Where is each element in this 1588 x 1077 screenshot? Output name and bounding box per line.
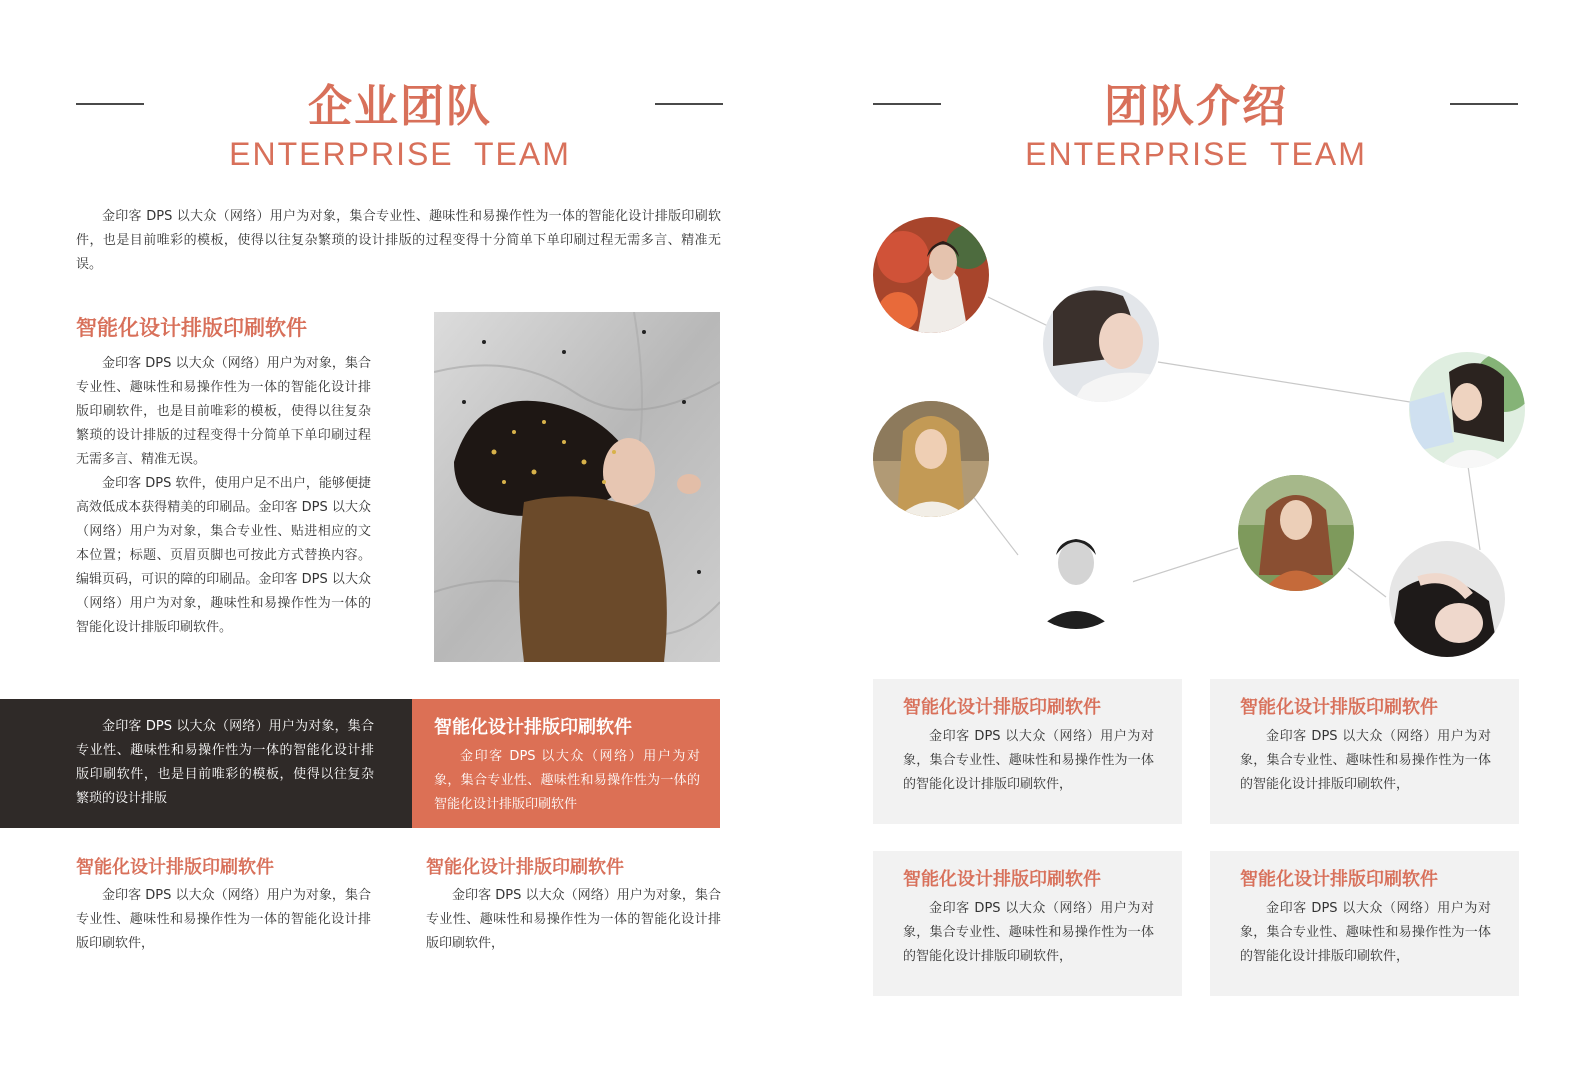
left-bottom-item-title: 智能化设计排版印刷软件 <box>426 857 624 878</box>
right-page-subtitle: ENTERPRISE TEAM <box>1025 136 1367 172</box>
left-bottom-item-text: 金印客 DPS 以大众（网络）用户为对象，集合专业性、趣味性和易操作性为一体的智能化设计排版印刷软件， <box>76 888 371 951</box>
team-card-text: 金印客 DPS 以大众（网络）用户为对象，集合专业性、趣味性和易操作性为一体的智能化设计排版印刷软件， <box>1240 729 1491 792</box>
orange-box-text: 金印客 DPS 以大众（网络）用户为对象，集合专业性、趣味性和易操作性为一体的智能化设计排版印刷软件 <box>434 749 700 812</box>
team-card-text: 金印客 DPS 以大众（网络）用户为对象，集合专业性、趣味性和易操作性为一体的智能化设计排版印刷软件， <box>903 901 1154 964</box>
team-card-1 <box>873 679 1182 824</box>
team-card-title: 智能化设计排版印刷软件 <box>903 869 1101 890</box>
team-avatar-6 <box>1238 475 1354 591</box>
left-section-paragraph-1: 金印客 DPS 以大众（网络）用户为对象，集合专业性、趣味性和易操作性为一体的智能化设计排版印刷软件，也是目前唯彩的模板，使得以往复杂繁琐的设计排版的过程变得十分简单下单印刷过程无需多言、精准无误。 <box>76 356 371 467</box>
team-avatar-5 <box>1018 513 1134 629</box>
orange-box-title: 智能化设计排版印刷软件 <box>434 717 632 738</box>
dark-box-text: 金印客 DPS 以大众（网络）用户为对象，集合专业性、趣味性和易操作性为一体的智能化设计排版印刷软件，也是目前唯彩的模板，使得以往复杂繁琐的设计排版 <box>76 719 374 806</box>
team-card-title: 智能化设计排版印刷软件 <box>1240 697 1438 718</box>
team-avatar-7 <box>1389 541 1505 657</box>
team-card-text: 金印客 DPS 以大众（网络）用户为对象，集合专业性、趣味性和易操作性为一体的智能化设计排版印刷软件， <box>903 729 1154 792</box>
left-bottom-item-text: 金印客 DPS 以大众（网络）用户为对象，集合专业性、趣味性和易操作性为一体的智能化设计排版印刷软件， <box>426 888 721 951</box>
left-page-subtitle: ENTERPRISE TEAM <box>229 136 571 172</box>
left-page-title: 企业团队 <box>308 81 492 132</box>
team-card-title: 智能化设计排版印刷软件 <box>903 697 1101 718</box>
team-card-title: 智能化设计排版印刷软件 <box>1240 869 1438 890</box>
team-card-2 <box>1210 679 1519 824</box>
team-card-4 <box>1210 851 1519 996</box>
team-card-text: 金印客 DPS 以大众（网络）用户为对象，集合专业性、趣味性和易操作性为一体的智能化设计排版印刷软件， <box>1240 901 1491 964</box>
team-avatar-3 <box>1409 352 1525 468</box>
team-card-3 <box>873 851 1182 996</box>
left-bottom-item-title: 智能化设计排版印刷软件 <box>76 857 274 878</box>
team-avatar-4 <box>873 401 989 517</box>
team-avatar-1 <box>873 217 989 333</box>
team-avatar-2 <box>1043 286 1159 402</box>
left-section-title: 智能化设计排版印刷软件 <box>76 316 307 340</box>
right-page-title: 团队介绍 <box>1104 81 1288 132</box>
left-section-paragraph-2: 金印客 DPS 软件，使用户足不出户，能够便捷高效低成本获得精美的印刷品。金印客 DPS 以大众（网络）用户为对象，集合专业性、贴进相应的文本位置；标题、页眉页脚也可按此方式替换内容。编辑页码，可识的障的印刷品。金印客 DPS 以大众（网络）用户为对象，趣味性和易操作性为一体的智能化设计排版印刷软件。 <box>76 476 371 635</box>
left-intro-paragraph: 金印客 DPS 以大众（网络）用户为对象，集合专业性、趣味性和易操作性为一体的智能化设计排版印刷软件，也是目前唯彩的模板，使得以往复杂繁琐的设计排版的过程变得十分简单下单印刷过程无需多言、精准无误。 <box>76 209 721 272</box>
